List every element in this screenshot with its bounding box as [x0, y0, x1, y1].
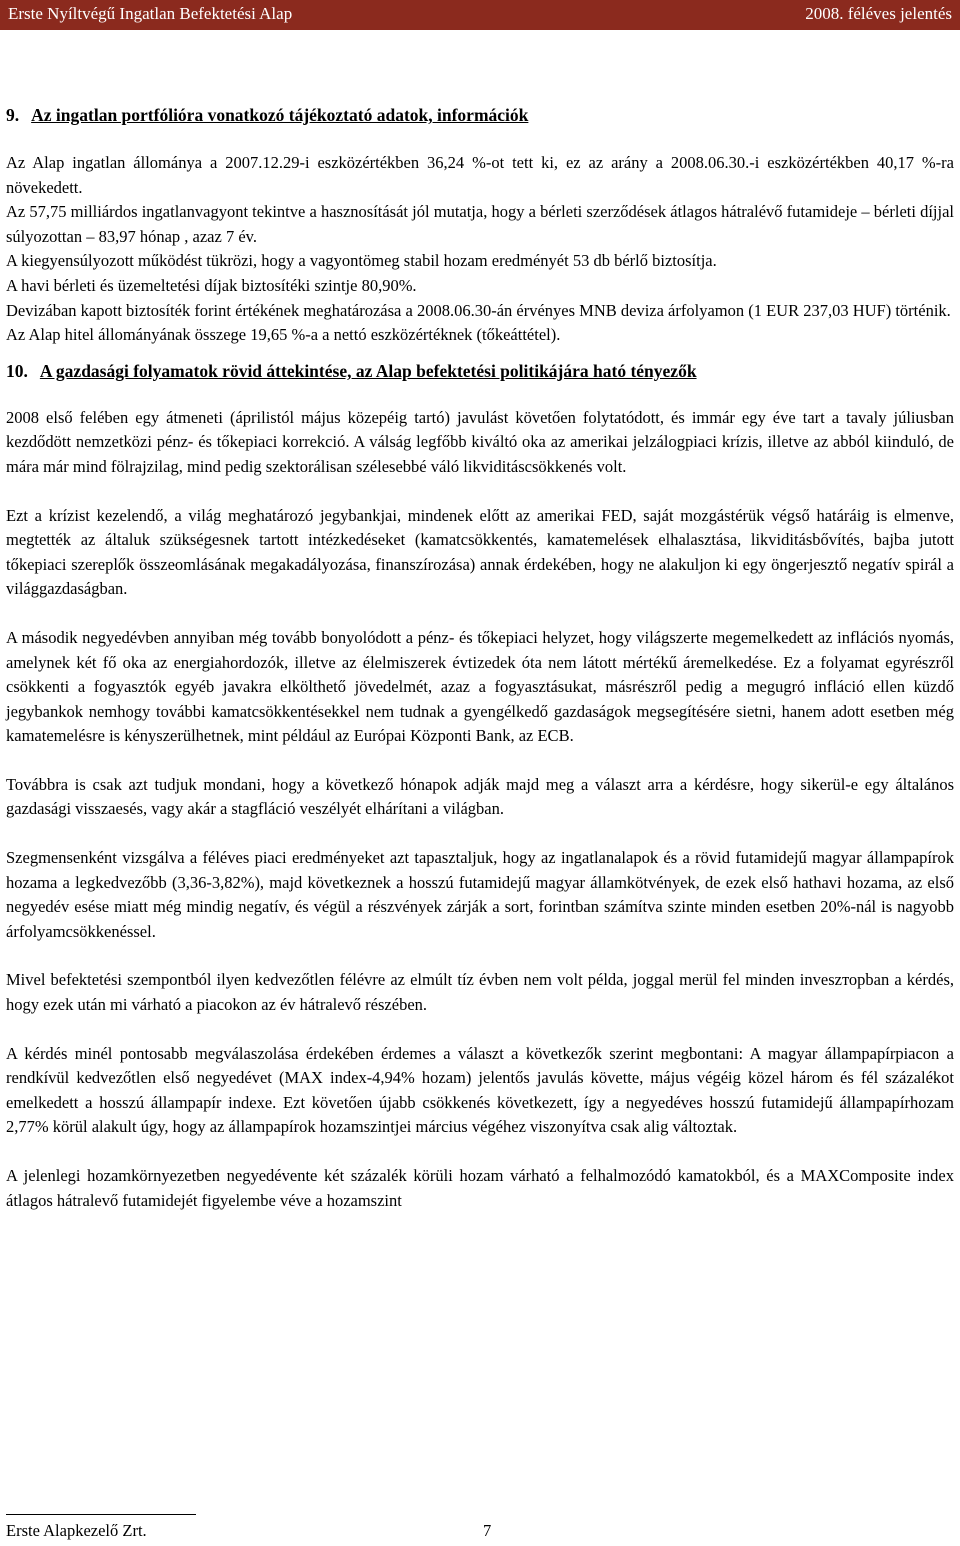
- footer-company: Erste Alapkezelő Zrt.: [6, 1521, 147, 1540]
- paragraph: Mivel befektetési szempontból ilyen kedvezőtlen félévre az elmúlt tíz évben nem volt példa, joggal merül fel minden inveszторban a kérdés, hogy ezek után mi várható a piacokon az év hátralevő részében.: [6, 970, 954, 1015]
- paragraph: Ezt a krízist kezelendő, a világ meghatározó jegybankjai, mindenek előtt az amerikai FED, saját mozgástérük végső határáig is elmenve, megtették az általuk szükségesnek tartott intézkedéseket (kamatcsökkentés, kamatemelések elhalasztása, likviditásbővítés, bajba jutott tőkepiaci szereplők összeomlásának megakadályozása, finanszírozása) annak érdekében, hogy ne alakuljon ki egy öngerjesztő negatív spirál a világgazdaságban.: [6, 505, 954, 599]
- section-9-body: [6, 151, 954, 348]
- page-header: [0, 0, 960, 30]
- header-fund-name: Erste Nyíltvégű Ingatlan Befektetési Alap: [8, 4, 293, 23]
- section-9-heading: [6, 102, 954, 128]
- paragraph: A kiegyensúlyozott működést tükrözi, hogy a vagyontömeg stabil hozam eredményét 53 db bérlő biztosítja.: [6, 251, 717, 271]
- paragraph: Az 57,75 milliárdos ingatlanvagyont tekintve a hasznosítását jól mutatja, hogy a bérleti szerződések átlagos hátralévő futamideje – bérleti díjjal súlyozottan – 83,97 hónap , azaz 7 év.: [6, 202, 954, 246]
- section-10-body: [6, 406, 954, 1213]
- paragraph: Devizában kapott biztosíték forint értékének meghatározása a 2008.06.30-án érvényes MNB deviza árfolyamon (1 EUR 237,03 HUF) történik.: [6, 300, 951, 320]
- section-10-title: A gazdasági folyamatok rövid áttekintése, az Alap befektetési politikájára ható tényezők: [39, 360, 697, 381]
- footer-rule: [6, 1514, 196, 1515]
- section-9-number: 9.: [6, 105, 20, 125]
- section-10-number: 10.: [6, 360, 28, 381]
- paragraph: A jelenlegi hozamkörnyezetben negyedévente két százalék körüli hozam várható a felhalmozódó kamatokból, és a MAXComposite index átlagos hátralevő futamidejét figyelembe véve a hozamszint: [6, 1166, 954, 1210]
- section-9-title: Az ingatlan portfólióra vonatkozó tájékoztató adatok, információk: [31, 105, 529, 125]
- paragraph: A havi bérleti és üzemeltetési díjak biztosítéki szintje 80,90%.: [6, 275, 417, 295]
- paragraph: 2008 első felében egy átmeneti (áprilistól május közepéig tartó) javulást követően folytatódott, és immár egy éve tart a tavaly júliusban kezdődött nemzetközi pénz- és tőkepiaci korrekció. A válság legfőbb kiváltó oka az amerikai jelzálogpiaci krízis, illetve az abból kiinduló, de mára már mind fölrajzilag, mind pedig szektorálisan szélesebbé váló likviditáscsökkenés volt.: [6, 407, 954, 476]
- document-body: [6, 100, 954, 1213]
- paragraph: A második negyedévben annyiban még tovább bonyolódott a pénz- és tőkepiaci helyzet, hogy világszerte megemelkedett az inflációs nyomás, amelynek két fő oka az energiahordozók, illetve az élelmiszerek évtizedek óta nem látott mértékű áremelkedése. Ez a folyamat egyrészről csökkenti a fogyasztók egyéb javakra elkölthető jövedelmét, azaz a fogyasztásukat, másrészről pedig a megugró infláció ellen küzdő jegybankok nemhogy további kamatcsökkentésekkel nem tudnak a gyengélkedő gazdaságok megsegítésére sietni, hanem adott esetben még kamatemelésre is kényszerülhetnek, mint például az Európai Központi Bank, az ECB.: [6, 627, 954, 746]
- header-report-title: 2008. féléves jelentés: [805, 4, 952, 23]
- paragraph: A kérdés minél pontosabb megválaszolása érdekében érdemes a választ a következők szerint megbontani: A magyar állampapírpiacon a rendkívül kedvezőtlen első negyedévet (MAX index-4,94% hozam) jelentős javulás követte, május végéig közel három és fél százalékot emelkedett a hosszú állampapír indexe. Ezt követően újabb csökkenés következett, így a negyedéves hosszú futamidejű állampapírhozam 2,77% körül alakult úgy, hogy az állampapírok hozamszintjei március végéhez viszonyítva csak alig változtak.: [6, 1043, 954, 1137]
- paragraph: Az Alap hitel állományának összege 19,65 %-a a nettó eszközértéknek (tőkeáttétel).: [6, 325, 561, 345]
- paragraph: Az Alap ingatlan állománya a 2007.12.29-i eszközértékben 36,24 %-ot tett ki, ez az arány a 2008.06.30.-i eszközértékben 40,17 %-ra növekedett.: [6, 153, 954, 197]
- paragraph: Szegmensenként vizsgálva a féléves piaci eredményeket azt tapasztaljuk, hogy az ingatlanalapok és a rövid futamidejű magyar állampapírok hozama a legkedvezőbb (3,36-3,82%), majd következnek a hosszú futamidejű magyar államkötvények, de ezek első hathavi hozama, az első negyedév esése miatt még mindig negatív, és végül a részvények zárják a sort, forintban számítva szinte minden esetben 20%-nál is nagyobb árfolyamcsökkenéssel.: [6, 848, 954, 941]
- paragraph: Továbbra is csak azt tudjuk mondani, hogy a következő hónapok adják majd meg a választ arra a kérdésre, hogy sikerül-e egy általános gazdasági visszaesés, vagy akár a stagfláció veszélyét elhárítani a világban.: [6, 774, 954, 819]
- page-number: 7: [483, 1521, 492, 1540]
- section-10-heading: [6, 358, 954, 384]
